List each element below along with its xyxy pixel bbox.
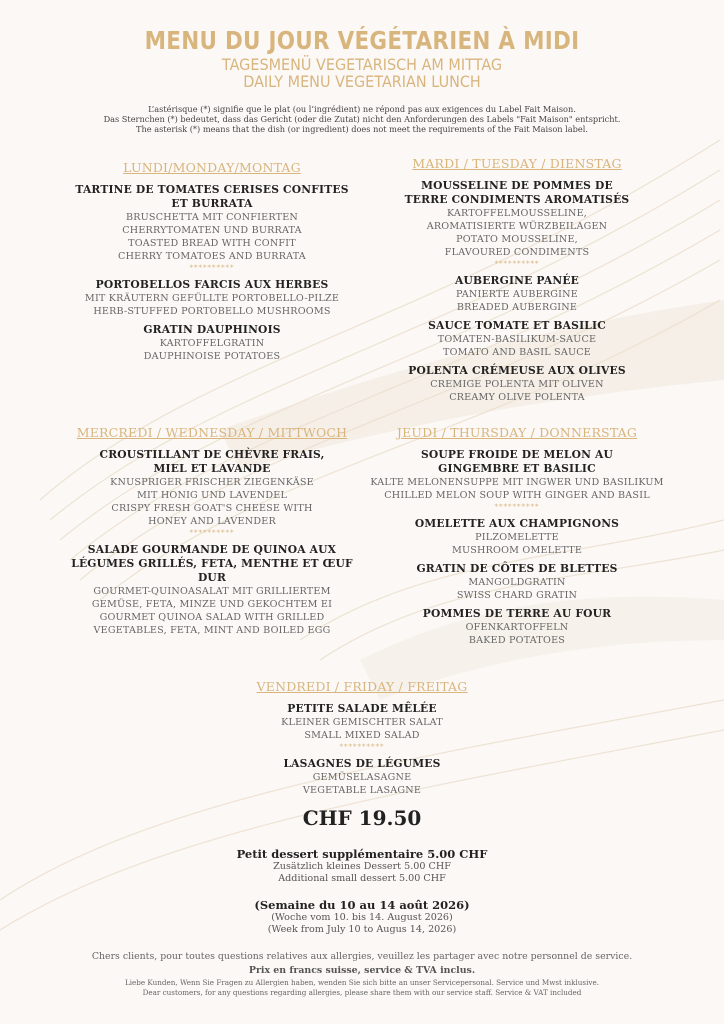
dish-german: OFENKARTOFFELN: [465, 622, 569, 633]
dish-name: TARTINE DE TOMATES CERISES CONFITES ET BURRATA: [75, 183, 349, 210]
dish-english: DAUPHINOISE POTATOES: [143, 351, 281, 362]
dish-english: SWISS CHARD GRATIN: [456, 590, 578, 601]
note-german: Das Sternchen (*) bedeutet, dass das Gericht (oder die Zutat) nicht den Anforderungen des Labels "Fait Maison" entspricht.: [103, 114, 621, 124]
separator: **********: [494, 503, 540, 511]
dish-name: POLENTA CRÉMEUSE AUX OLIVES: [408, 364, 626, 377]
dish-german: GOURMET-QUINOASALAT MIT GRILLIERTEM GEMÜSE, FETA, MINZE UND GEKOCHTEM EI: [91, 586, 333, 610]
day-heading-thursday: JEUDI / THURSDAY / DONNERSTAG: [396, 425, 638, 440]
dish-german: BRUSCHETTA MIT CONFIERTEN CHERRYTOMATEN UND BURRATA: [122, 212, 302, 236]
day-heading-tuesday: MARDI / TUESDAY / DIENSTAG: [412, 156, 622, 171]
week-german: (Woche vom 10. bis 14. August 2026): [271, 912, 453, 923]
dish-german: GEMÜSELASAGNE: [312, 772, 412, 783]
dish-english: MUSHROOM OMELETTE: [451, 545, 583, 556]
dish-name: GRATIN DAUPHINOIS: [143, 323, 281, 336]
dish-name: POMMES DE TERRE AU FOUR: [422, 607, 612, 620]
dish-english: POTATO MOUSSELINE, FLAVOURED CONDIMENTS: [444, 234, 590, 258]
dish-german: MIT KRÄUTERN GEFÜLLTE PORTOBELLO-PILZE: [84, 293, 340, 304]
dish-english: GOURMET QUINOA SALAD WITH GRILLED VEGETABLES, FETA, MINT AND BOILED EGG: [93, 612, 331, 636]
dish-german: KALTE MELONENSUPPE MIT INGWER UND BASILIKUM: [370, 477, 664, 488]
dish-english: SMALL MIXED SALAD: [304, 730, 420, 741]
dish-name: CROUSTILLANT DE CHÈVRE FRAIS, MIEL ET LAVANDE: [99, 448, 325, 475]
dish-english: BREADED AUBERGINE: [456, 302, 578, 313]
dessert-info: [0, 847, 724, 885]
day-heading-wednesday: MERCREDI / WEDNESDAY / MITTWOCH: [76, 425, 348, 440]
price-note-french: Prix en francs suisse, service & TVA inclus.: [248, 965, 476, 976]
dish-name: OMELETTE AUX CHAMPIGNONS: [414, 517, 620, 530]
footer: [0, 950, 724, 998]
week-info: [0, 898, 724, 936]
page-title: MENU DU JOUR VÉGÉTARIEN À MIDI: [144, 26, 580, 55]
week-french: (Semaine du 10 au 14 août 2026): [254, 898, 470, 912]
note-english: The asterisk (*) means that the dish (or ingredient) does not meet the requirements of the Fait Maison label.: [136, 124, 588, 134]
dish-name: LASAGNES DE LÉGUMES: [283, 757, 441, 770]
menu-price: CHF 19.50: [302, 806, 422, 830]
dish-english: TOASTED BREAD WITH CONFIT CHERRY TOMATOES AND BURRATA: [118, 238, 306, 262]
allergy-note-german: Liebe Kunden, Wenn Sie Fragen zu Allergien haben, wenden Sie sich bitte an unser Servicepersonal. Service und Mwst inklusive.: [124, 978, 600, 987]
dish-german: PILZOMELETTE: [475, 532, 559, 543]
monday-section: [58, 160, 366, 363]
dish-german: MANGOLDGRATIN: [468, 577, 566, 588]
separator: **********: [494, 260, 540, 268]
dish-name: SAUCE TOMATE ET BASILIC: [428, 319, 606, 332]
dish-name: MOUSSELINE DE POMMES DE TERRE CONDIMENTS AROMATISÉS: [404, 179, 630, 206]
fait-maison-note: [0, 104, 724, 134]
day-heading-friday: VENDREDI / FRIDAY / FREITAG: [256, 679, 468, 694]
thursday-section: [362, 425, 672, 647]
dish-german: CREMIGE POLENTA MIT OLIVEN: [430, 379, 604, 390]
dish-english: HERB-STUFFED PORTOBELLO MUSHROOMS: [93, 306, 331, 317]
dessert-english: Additional small dessert 5.00 CHF: [278, 873, 446, 884]
dish-english: CRISPY FRESH GOAT'S CHEESE WITH HONEY AND LAVENDER: [111, 503, 313, 527]
dish-name: SOUPE FROIDE DE MELON AU GINGEMBRE ET BASILIC: [420, 448, 613, 475]
subtitle-english: DAILY MENU VEGETARIAN LUNCH: [243, 72, 481, 91]
friday-section: [212, 679, 512, 797]
dish-name: PETITE SALADE MÊLÉE: [287, 702, 437, 715]
allergy-note-english: Dear customers, for any questions regarding allergies, please share them with our service staff. Service & VAT included: [142, 988, 582, 997]
dessert-french: Petit dessert supplémentaire 5.00 CHF: [236, 847, 488, 861]
wednesday-section: [58, 425, 366, 637]
dish-german: TOMATEN-BASILIKUM-SAUCE: [437, 334, 597, 345]
week-english: (Week from July 10 to Augus 14, 2026): [267, 924, 457, 935]
dish-english: CREAMY OLIVE POLENTA: [449, 392, 585, 403]
allergy-note-french: Chers clients, pour toutes questions relatives aux allergies, veuillez les partager avec notre personnel de service.: [91, 951, 633, 962]
dish-english: CHILLED MELON SOUP WITH GINGER AND BASIL: [384, 490, 650, 501]
dish-name: SALADE GOURMANDE DE QUINOA AUX LÉGUMES GRILLÉS, FETA, MENTHE ET ŒUF DUR: [71, 543, 353, 584]
dish-german: KNUSPRIGER FRISCHER ZIEGENKÄSE MIT HONIG UND LAVENDEL: [110, 477, 314, 501]
dish-english: VEGETABLE LASAGNE: [302, 785, 422, 796]
tuesday-section: [366, 156, 668, 404]
dish-german: KLEINER GEMISCHTER SALAT: [281, 717, 443, 728]
dish-german: KARTOFFELMOUSSELINE, AROMATISIERTE WÜRZBEILAGEN: [426, 208, 608, 232]
separator: **********: [339, 743, 385, 751]
separator: **********: [189, 264, 235, 272]
dessert-german: Zusätzlich kleines Dessert 5.00 CHF: [273, 861, 451, 872]
subtitle-german: TAGESMENÜ VEGETARISCH AM MITTAG: [221, 55, 503, 74]
dish-name: GRATIN DE CÔTES DE BLETTES: [416, 562, 618, 575]
day-heading-monday: LUNDI/MONDAY/MONTAG: [123, 160, 301, 175]
dish-name: PORTOBELLOS FARCIS AUX HERBES: [95, 278, 329, 291]
dish-german: PANIERTE AUBERGINE: [456, 289, 578, 300]
note-french: L’astérisque (*) signifie que le plat (ou l’ingrédient) ne répond pas aux exigences du Label Fait Maison.: [148, 104, 576, 114]
dish-german: KARTOFFELGRATIN: [159, 338, 265, 349]
dish-english: BAKED POTATOES: [468, 635, 566, 646]
separator: **********: [189, 529, 235, 537]
dish-english: TOMATO AND BASIL SAUCE: [443, 347, 591, 358]
dish-name: AUBERGINE PANÉE: [454, 274, 580, 287]
